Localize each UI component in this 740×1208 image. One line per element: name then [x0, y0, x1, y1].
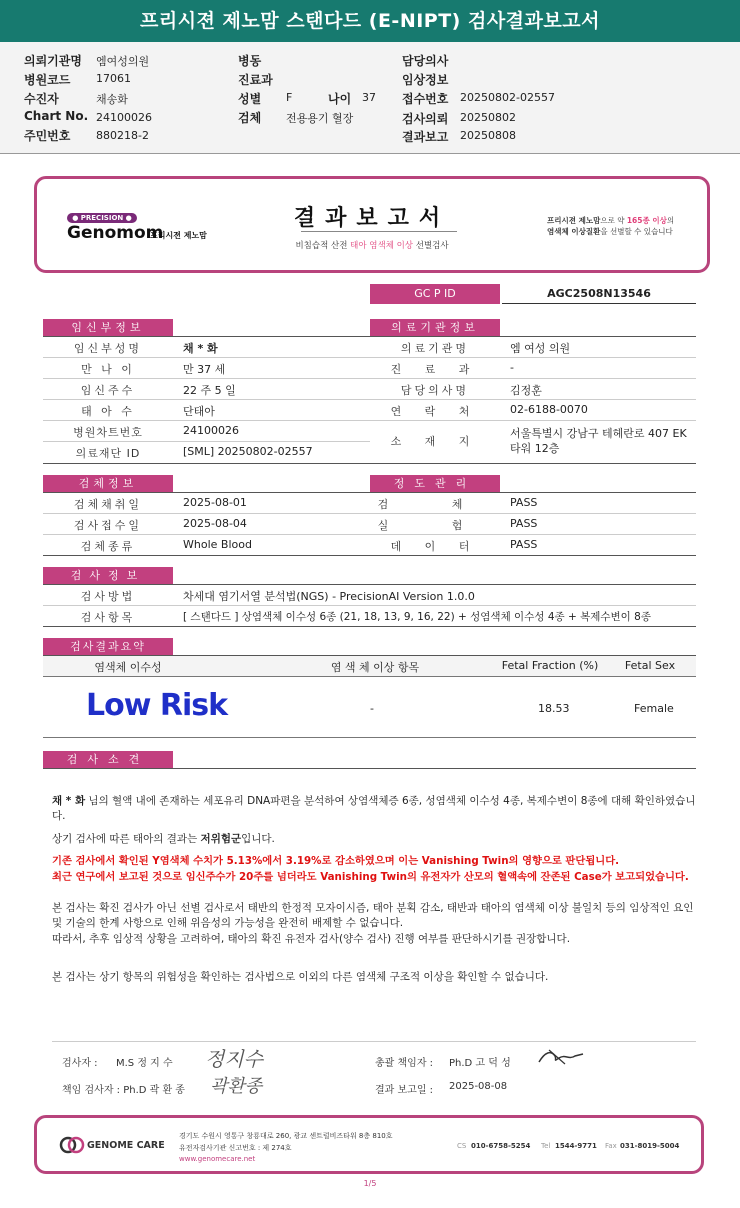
header-label: 병동 [238, 54, 262, 68]
footer-web: www.genomecare.net [179, 1155, 256, 1163]
footer-license: 유전자검사기관 신고번호 : 제 274호 [179, 1144, 292, 1152]
section-pregnant: 임신부정보 [43, 319, 173, 336]
footer-cs: 010-6758-5254 [471, 1142, 531, 1150]
responsible-signature: 곽환종 [210, 1076, 263, 1097]
header-value: 20250802-02557 [460, 91, 555, 104]
footer-company: GENOME CARE [87, 1140, 165, 1151]
fetal-fraction: 18.53 [538, 702, 570, 715]
title-underline [301, 231, 457, 232]
row-value: PASS [510, 538, 538, 551]
header-label: 진료과 [238, 73, 273, 87]
report-date-label: 결과 보고일 : [375, 1085, 434, 1096]
row-value: 만 37 세 [183, 363, 226, 376]
summary-col-header: 염 색 체 이상 항목 [330, 661, 420, 674]
row-value: 서울특별시 강남구 테헤란로 407 EK타워 12층 [510, 427, 687, 455]
header-value: 20250802 [460, 111, 516, 124]
patient-header [0, 42, 740, 154]
row-label: 담당의사명 [400, 384, 470, 397]
report-header-card [34, 176, 710, 273]
header-label: 검사의뢰 [402, 112, 449, 126]
opinion-paragraph: 본 검사는 확진 검사가 아닌 선별 검사로서 태반의 한정적 모자이시즘, 태아 분획 감소, 태반과 태아의 염색체 이상 불일치 등의 임상적인 요인 및 기술의 한계 사항으로 인해 위음성의 가능성을 완전히 배제할 수 없습니다. [52, 902, 694, 929]
row-label: 검 체 [377, 498, 493, 511]
header-value: 880218-2 [96, 129, 149, 142]
footer-card [34, 1115, 704, 1174]
opinion-paragraph: 본 검사는 상기 항목의 위험성을 확인하는 검사법으로 이외의 다른 염색체 구조적 이상을 확인할 수 없습니다. [52, 971, 549, 983]
page-title: 프리시젼 제노맘 스탠다드 (E-NIPT) 검사결과보고서 [0, 0, 740, 42]
row-label: 실 험 [377, 519, 493, 532]
tester-label: 검사자 : [62, 1058, 98, 1069]
director-name: Ph.D 고 덕 성 [449, 1058, 511, 1069]
row-value: PASS [510, 496, 538, 509]
report-title: 결과보고서 [293, 206, 451, 231]
header-label: 접수번호 [402, 92, 449, 106]
header-label: 병원코드 [24, 73, 71, 87]
section-qc: 정도관리 [370, 475, 500, 492]
row-label: 진 료 과 [390, 363, 480, 376]
header-value: 엠여성의원 [96, 55, 150, 68]
row-value: Whole Blood [183, 538, 252, 551]
responsible-tester: 책임 검사자 : Ph.D 곽 환 종 [62, 1085, 185, 1096]
header-label: Chart No. [24, 109, 89, 123]
row-value: 2025-08-04 [183, 517, 247, 530]
row-value: 엠 여성 의원 [510, 342, 571, 355]
row-value: 단태아 [183, 405, 215, 418]
logo-sub: 프리시젼 제노맘 [150, 231, 207, 240]
row-label: 검체종류 [80, 540, 136, 553]
logo-precision: ● PRECISION ● [67, 213, 137, 223]
header-label: 나이 [328, 92, 352, 106]
row-label: 의료기관명 [400, 342, 470, 355]
report-note: 프리시젼 제노맘으로 약 165종 이상의 염색체 이상질환을 선별할 수 있습니다 [547, 216, 675, 236]
row-value: [SML] 20250802-02557 [183, 445, 313, 458]
row-value: 채 * 화 [183, 342, 218, 355]
row-value: PASS [510, 517, 538, 530]
director-signature-icon [535, 1046, 587, 1068]
header-label: 임상정보 [402, 73, 449, 87]
report-date: 2025-08-08 [449, 1081, 508, 1092]
row-value: 2025-08-01 [183, 496, 247, 509]
opinion-paragraph: 채 * 화 님의 혈액 내에 존재하는 세포유리 DNA파편을 분석하여 상염색체증 6종, 성염색체 이수성 4종, 복제수변이 8종에 대해 확인하였습니다. [52, 795, 696, 822]
row-label: 소 재 지 [390, 435, 480, 448]
header-value: 20250808 [460, 129, 516, 142]
logo-genomom: Genomom [67, 223, 164, 243]
header-value: 17061 [96, 72, 131, 85]
row-value: - [510, 361, 514, 374]
row-label: 검사접수일 [73, 519, 143, 532]
header-value: F [286, 91, 293, 104]
row-label: 연 락 처 [390, 405, 480, 418]
row-label: 임신주수 [80, 384, 136, 397]
row-label: 데 이 터 [390, 540, 480, 553]
risk-result: Low Risk [86, 688, 228, 723]
header-label: 결과보고 [402, 130, 449, 144]
row-label: 의료재단 ID [75, 447, 141, 460]
row-value: 24100026 [183, 424, 239, 437]
section-summary: 검사결과요약 [43, 638, 173, 655]
header-label: 의뢰기관명 [24, 54, 82, 68]
gcpid-label: GC P ID [370, 284, 500, 304]
section-opinion: 검사소견 [43, 751, 173, 768]
tester-name: M.S 정 지 수 [116, 1058, 173, 1069]
row-value: 김정훈 [510, 384, 542, 397]
row-label: 임신부성명 [73, 342, 143, 355]
opinion-paragraph: 따라서, 추후 임상적 상황을 고려하여, 태아의 확진 유전자 검사(양수 검사) 진행 여부를 판단하시기를 권장합니다. [52, 933, 571, 945]
header-value: 24100026 [96, 111, 152, 124]
row-value: 차세대 염기서열 분석법(NGS) - PrecisionAI Version 1.0.0 [183, 590, 475, 603]
report-subtitle: 비침습적 산전 태아 염색체 이상 선별검사 [295, 241, 449, 251]
header-label: 성별 [238, 92, 262, 106]
section-institution: 의료기관정보 [370, 319, 500, 336]
header-value: 37 [362, 91, 376, 104]
director-label: 총괄 책임자 : [375, 1058, 434, 1069]
row-label: 검체채취일 [73, 498, 143, 511]
row-value: [ 스탠다드 ] 상염색체 이수성 6종 (21, 18, 13, 9, 16, 22) + 성염색체 이수성 4종 + 복제수변이 8종 [183, 611, 651, 623]
header-value: 채송화 [96, 93, 128, 106]
row-label: 만 나 이 [81, 363, 135, 376]
header-label: 주민번호 [24, 129, 71, 143]
header-label: 검체 [238, 111, 262, 125]
row-label: 병원차트번호 [73, 426, 143, 439]
summary-col-header: 염색체 이수성 [94, 661, 162, 674]
footer-tel: 1544-9771 [555, 1142, 597, 1150]
section-specimen: 검체정보 [43, 475, 173, 492]
summary-col-header: Fetal Sex [624, 659, 676, 672]
summary-col-header: Fetal Fraction (%) [501, 659, 599, 672]
header-value: 전용용기 혈장 [286, 112, 354, 125]
opinion-warning: 기존 검사에서 확인된 Y염색체 수치가 5.13%에서 3.19%로 감소하였으며 이는 Vanishing Twin의 영향으로 판단됩니다. [52, 855, 620, 867]
header-label: 담당의사 [402, 54, 449, 68]
cs-label: CS [457, 1142, 467, 1150]
row-value: 22 주 5 일 [183, 384, 236, 397]
row-label: 태 아 수 [81, 405, 135, 418]
section-test: 검사정보 [43, 567, 173, 584]
header-label: 수진자 [24, 92, 59, 106]
genome-care-logo-icon [59, 1136, 85, 1154]
tester-signature: 정지수 [205, 1047, 263, 1071]
page-number: 1/5 [363, 1179, 377, 1188]
opinion-paragraph: 상기 검사에 따른 태아의 결과는 저위험군입니다. [52, 833, 275, 845]
fax-label: Fax [605, 1142, 617, 1150]
opinion-warning: 최근 연구에서 보고된 것으로 임신주수가 20주를 넘더라도 Vanishing Twin의 유전자가 산모의 혈액속에 잔존된 Case가 보고되었습니다. [52, 871, 689, 883]
row-value: 02-6188-0070 [510, 403, 588, 416]
footer-address: 경기도 수원시 영통구 창룡대로 260, 광교 센트럴비즈타워 8층 810호 [179, 1132, 393, 1140]
abnormal-items: - [370, 702, 374, 715]
gcpid-value: AGC2508N13546 [502, 284, 696, 304]
row-label: 검사항목 [80, 611, 136, 624]
footer-fax: 031-8019-5004 [620, 1142, 680, 1150]
fetal-sex: Female [634, 702, 674, 715]
row-label: 검사방법 [80, 590, 136, 603]
tel-label: Tel [541, 1142, 551, 1150]
